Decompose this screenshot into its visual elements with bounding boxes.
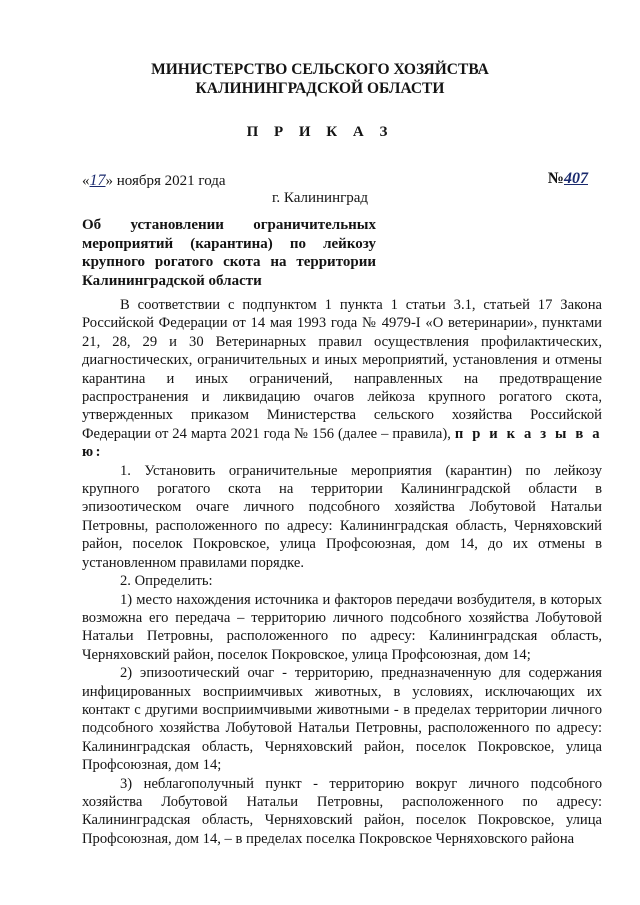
order-subject: Об установлении ограничительных мероприятий (карантина) по лейкозу крупного рогатого скота на территории Калининградской области <box>82 217 376 289</box>
date-quote-open: « <box>82 173 90 189</box>
number-handwritten: 407 <box>564 170 588 187</box>
sub-item-2: 2) эпизоотический очаг - территорию, предназначенную для содержания инфицированных восприимчивых животных, в условиях, исключающих их контакт с другими восприимчивыми животными - в пределах территории личного подсобного хозяйства Лобутовой Натальи Петровны, расположенного по адресу: Калининградская область, Черняховский район, поселок Покровское, улица Профсоюзная, дом 14; <box>82 665 602 774</box>
ministry-line-2: КАЛИНИНГРАДСКОЙ ОБЛАСТИ <box>195 80 445 97</box>
order-body <box>82 296 602 848</box>
order-date <box>82 172 226 190</box>
order-number <box>548 170 588 188</box>
number-prefix: № <box>547 170 564 187</box>
sub-item-1: 1) место нахождения источника и факторов передачи возбудителя, в которых возможна его передача – территорию личного подсобного хозяйства Лобутовой Натальи Петровны, расположенного по адресу: Калининградская область, Черняховский район, поселок Покровское, улица Профсоюзная, дом 14; <box>82 591 602 663</box>
city: г. Калининград <box>271 190 369 206</box>
item-2: 2. Определить: <box>120 573 213 590</box>
ministry-line-1: МИНИСТЕРСТВО СЕЛЬСКОГО ХОЗЯЙСТВА <box>151 61 489 78</box>
intro-text: В соответствии с подпунктом 1 пункта 1 статьи 3.1, статьей 17 Закона Российской Федерации от 14 мая 1993 года № 4979-I «О ветеринарии», пунктами 21, 28, 29 и 30 Ветеринарных правил осуществления профилактических, диагностических, ограничительных и иных мероприятий, установления и отмены карантина и иных ограничений, направленных на предотвращение распространения и ликвидацию очагов лейкоза крупного рогатого скота, утвержденных приказом Министерства сельского хозяйства Российской Федерации от 24 марта 2021 года № 156 (далее – правила), <box>82 297 602 442</box>
ministry-header <box>0 60 640 98</box>
date-day-handwritten: 17 <box>89 172 106 189</box>
intro-paragraph <box>82 296 602 462</box>
order-title: П Р И К А З <box>246 124 394 140</box>
date-rest: » ноября 2021 года <box>105 173 226 189</box>
item-1: 1. Установить ограничительные мероприятия (карантин) по лейкозу крупного рогатого скота на территории Калининградской области в эпизоотическом очаге личного подсобного хозяйства Лобутовой Натальи Петровны, расположенного по адресу: Калининградская область, Черняховский район, поселок Покровское, улица Профсоюзная, дом 14, до их отмены в установленном правилами порядке. <box>82 462 602 571</box>
order-word: п р и к а з ы в а ю: <box>82 425 602 461</box>
sub-item-3: 3) неблагополучный пункт - территорию вокруг личного подсобного хозяйства Лобутовой Натальи Петровны, расположенного по адресу: Калининградская область, Черняховский район, поселок Покровское, улица Профсоюзная, дом 14, – в пределах поселка Покровское Черняховского района <box>82 775 602 847</box>
